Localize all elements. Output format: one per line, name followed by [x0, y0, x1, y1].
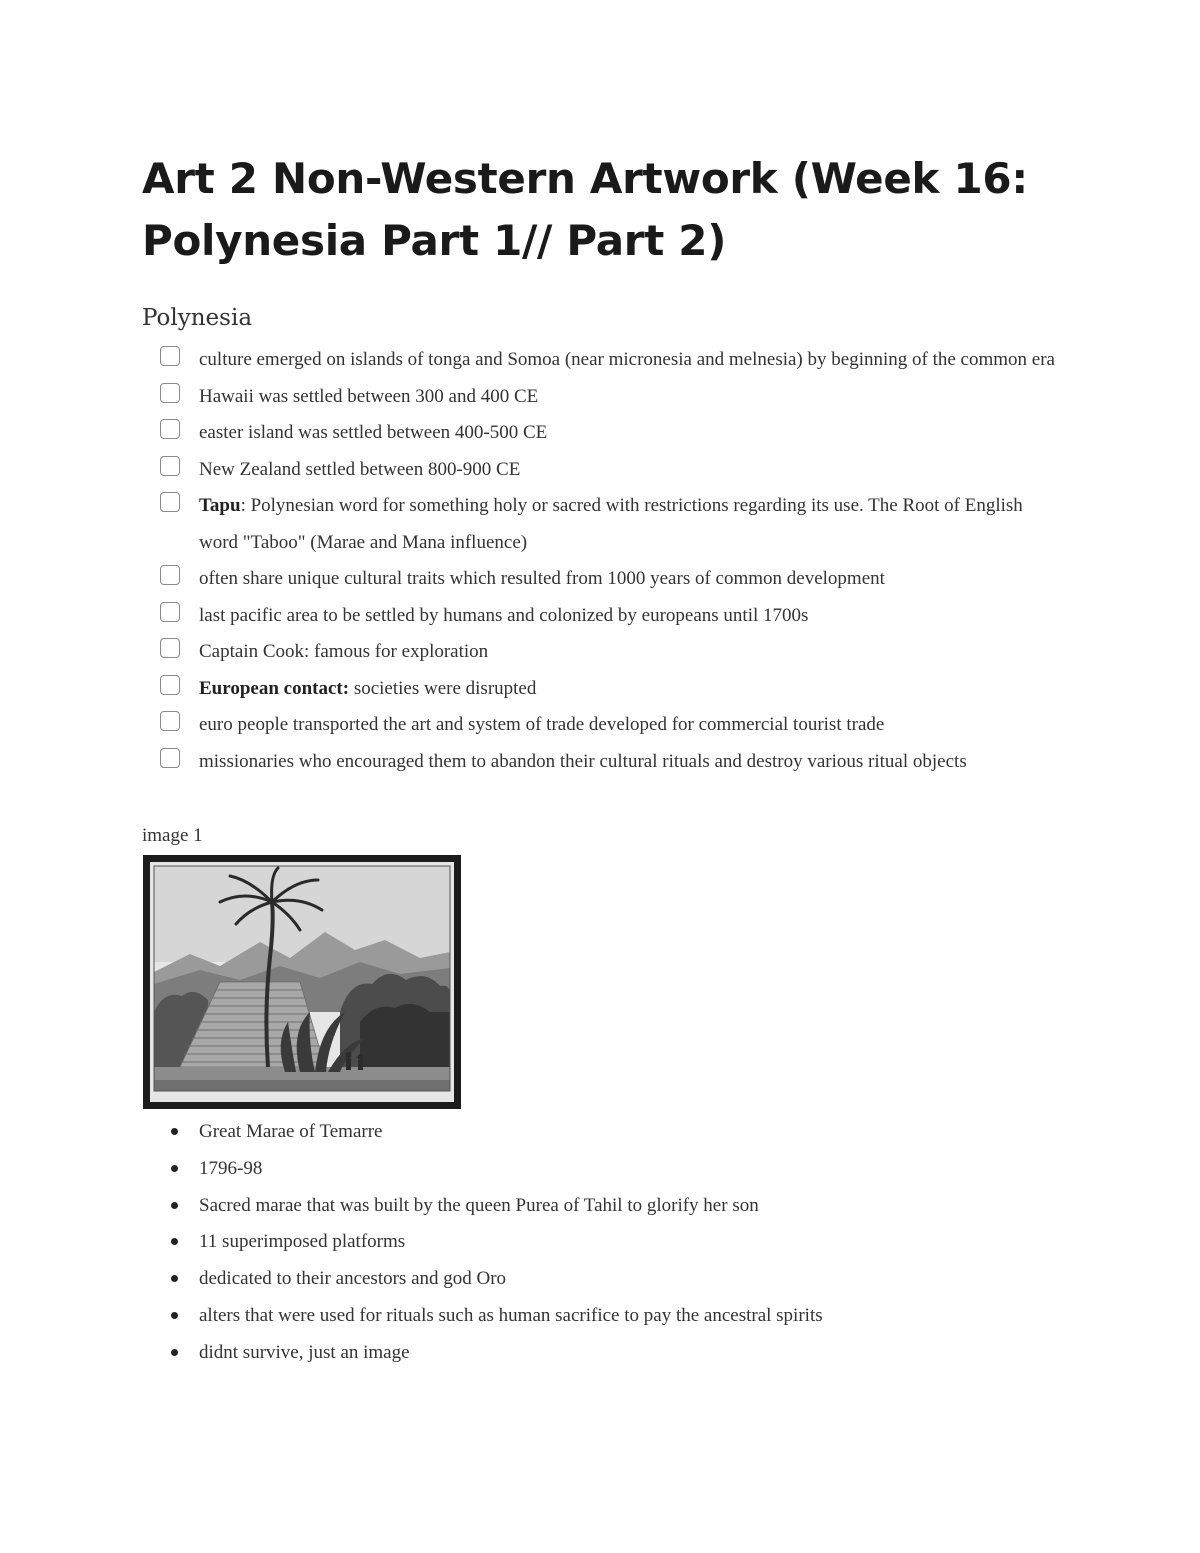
list-item: [170, 1298, 1070, 1335]
list-item-text: 11 superimposed platforms: [199, 1231, 406, 1253]
checklist-item-bold: Tapu: [199, 495, 241, 516]
checkbox[interactable]: [160, 419, 180, 439]
page-title: Art 2 Non-Western Artwork (Week 16: Polynesia Part 1// Part 2): [142, 154, 1028, 265]
checkbox[interactable]: [160, 492, 180, 512]
checklist-item: [160, 634, 1060, 671]
bullet-dot-icon: [171, 1312, 178, 1319]
checkbox[interactable]: [160, 711, 180, 731]
checklist-item-bold: European contact:: [199, 677, 350, 699]
checklist-item-text: societies were disrupted: [349, 677, 537, 699]
checklist-item-text: New Zealand settled between 800-900 CE: [199, 458, 521, 480]
bullet-dot-icon: [171, 1238, 178, 1245]
list-item-text: didnt survive, just an image: [199, 1341, 410, 1363]
checklist-item: [160, 598, 1060, 635]
list-item-text: alters that were used for rituals such as human sacrifice to pay the ancestral spirits: [199, 1304, 823, 1326]
list-item: [170, 1335, 1070, 1372]
checklist-item-text: easter island was settled between 400-500 CE: [199, 422, 548, 443]
checkbox[interactable]: [160, 456, 180, 476]
list-item: [170, 1224, 1070, 1261]
list-item: [170, 1261, 1070, 1298]
checklist-item-text: missionaries who encouraged them to abandon their cultural rituals and destroy various ritual objects: [199, 750, 967, 772]
checkbox[interactable]: [160, 565, 180, 585]
checklist-item-text: Hawaii was settled between 300 and 400 CE: [199, 385, 539, 407]
checklist-item: [160, 415, 1060, 452]
checkbox[interactable]: [160, 638, 180, 658]
bullet-dot-icon: [171, 1165, 178, 1172]
checklist-item-text: last pacific area to be settled by humans and colonized by europeans until 1700s: [199, 604, 809, 626]
checklist-item-text: euro people transported the art and system of trade developed for commercial tourist trade: [199, 714, 885, 735]
bullet-dot-icon: [171, 1128, 178, 1135]
checkbox[interactable]: [160, 675, 180, 695]
checklist-item-text: often share unique cultural traits which resulted from 1000 years of common development: [199, 568, 885, 589]
checklist-item: [160, 671, 1060, 708]
list-item: [170, 1114, 1070, 1151]
image-notes-list: [170, 1114, 1070, 1372]
list-item: [170, 1151, 1070, 1188]
checkbox[interactable]: [160, 748, 180, 768]
engraving-image: [143, 855, 461, 1109]
list-item: [170, 1188, 1070, 1225]
checklist-item-text: culture emerged on islands of tonga and Somoa (near micronesia and melnesia) by beginning of the common era: [199, 349, 1055, 370]
checklist-item-text: Captain Cook: famous for exploration: [199, 641, 489, 662]
checklist-item: [160, 379, 1060, 416]
checklist: [160, 342, 1060, 780]
checklist-item: [160, 707, 1060, 744]
bullet-dot-icon: [171, 1202, 178, 1209]
checklist-item: [160, 488, 1060, 561]
checkbox[interactable]: [160, 602, 180, 622]
bullet-dot-icon: [171, 1275, 178, 1282]
checkbox[interactable]: [160, 346, 180, 366]
checklist-item: [160, 342, 1060, 379]
checklist-item: [160, 744, 1060, 781]
list-item-text: Great Marae of Temarre: [199, 1121, 383, 1142]
checklist-item-text: : Polynesian word for something holy or sacred with restrictions regarding its use. The Root of English word "Taboo" (Marae and Mana influence): [199, 495, 1023, 553]
list-item-text: 1796-98: [199, 1157, 263, 1179]
list-item-text: dedicated to their ancestors and god Oro: [199, 1268, 507, 1290]
checklist-item: [160, 561, 1060, 598]
section-heading: Polynesia: [142, 305, 253, 331]
image-label: image 1: [142, 825, 203, 846]
bullet-dot-icon: [171, 1349, 178, 1356]
checkbox[interactable]: [160, 383, 180, 403]
marae-engraving-illustration: [150, 862, 454, 1102]
list-item-text: Sacred marae that was built by the queen Purea of Tahil to glorify her son: [199, 1194, 759, 1216]
checklist-item: [160, 452, 1060, 489]
